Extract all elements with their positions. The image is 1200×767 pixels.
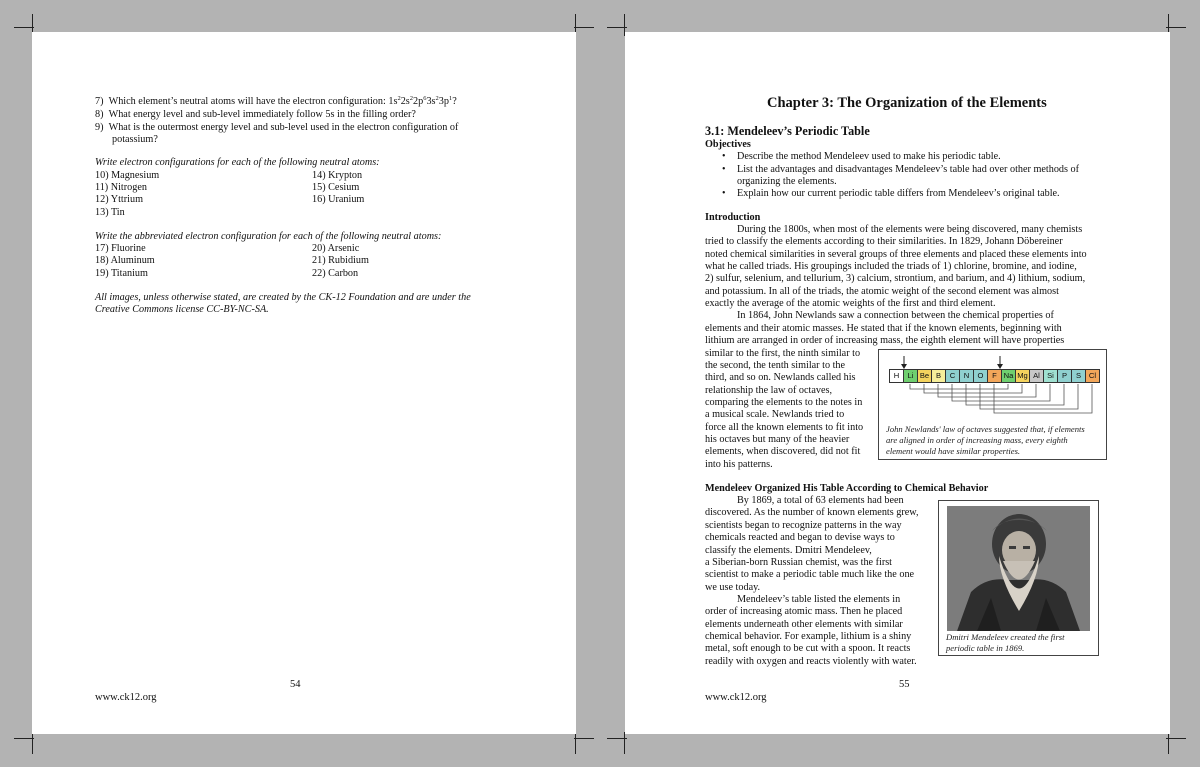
crop-mark	[574, 738, 594, 739]
octave-connector	[910, 384, 1008, 389]
list-item: organizing the elements.	[737, 176, 837, 187]
text-line: tried to classify the elements according to their similarities. In 1829, Johann Döbereiner	[705, 236, 1063, 247]
text-line: his octaves but many of the heavier	[705, 434, 850, 445]
newlands-octaves-figure	[878, 349, 1107, 460]
text-line: elements, when discovered, did not fit	[705, 446, 861, 457]
list-item: Explain how our current periodic table differs from Mendeleev’s original table.	[737, 188, 1060, 199]
license-note: Creative Commons license CC-BY-NC-SA.	[95, 304, 269, 315]
text-line: what he called triads. His groupings included the triads of 1) chlorine, bromine, and iodine,	[705, 261, 1077, 272]
mendeleev-portrait-image	[947, 506, 1090, 631]
text-line: exactly the average of the atomic weights of the first and third element.	[705, 298, 996, 309]
text-line: force all the known elements to fit into	[705, 422, 864, 433]
text-line: By 1869, a total of 63 elements had been	[737, 495, 904, 506]
chapter-title: Chapter 3: The Organization of the Elements	[767, 95, 1047, 111]
text-line: chemical behavior. For example, lithium is a shiny	[705, 631, 912, 642]
license-note: All images, unless otherwise stated, are created by the CK-12 Foundation and are under the	[95, 292, 471, 303]
octave-connector	[966, 384, 1064, 405]
config-superscript: 1	[448, 95, 453, 102]
element-cell: Be	[917, 369, 932, 383]
objectives-heading: Objectives	[705, 139, 751, 150]
element-cell: F	[987, 369, 1002, 383]
crop-mark	[32, 732, 33, 754]
section-title: 3.1: Mendeleev’s Periodic Table	[705, 124, 870, 138]
list-item: 16) Uranium	[312, 194, 365, 205]
footer-url: www.ck12.org	[95, 692, 157, 703]
electron-configuration	[388, 96, 452, 107]
list-item: 15) Cesium	[312, 182, 360, 193]
config-term: 3s	[426, 96, 436, 107]
text-line: comparing the elements to the notes in	[705, 397, 863, 408]
crop-mark	[575, 732, 576, 754]
element-cell: Mg	[1015, 369, 1030, 383]
text-line: noted chemical similarities in several groups of three elements and placed these elements into	[705, 249, 1087, 260]
octave-connector	[952, 384, 1050, 401]
page-number: 55	[899, 679, 910, 690]
text-line: metal, soft enough to be cut with a spoon. It reacts	[705, 643, 911, 654]
text-line: elements underneath other elements with similar	[705, 619, 903, 630]
octave-connector	[924, 384, 1022, 393]
element-cell: Li	[903, 369, 918, 383]
config-superscript: 6	[423, 95, 427, 102]
element-cell: O	[973, 369, 988, 383]
text-line: elements and their atomic masses. He stated that if the known elements, beginning with	[705, 323, 1062, 334]
text-line: lithium are arranged in order of increasing mass, the eighth element will have properties	[705, 335, 1065, 346]
config-term: 3p	[438, 96, 449, 107]
crop-mark	[624, 732, 625, 754]
figure-caption: are aligned in order of increasing mass, every eighth	[886, 435, 1068, 445]
config-term: 1s	[388, 96, 398, 107]
text-line: scientist to make a periodic table much like the one	[705, 569, 915, 580]
figure-caption: periodic table in 1869.	[946, 643, 1025, 653]
section-instruction: Write electron configurations for each of the following neutral atoms:	[95, 157, 380, 168]
config-superscript: 2	[435, 95, 439, 102]
octave-element-row	[889, 369, 1099, 383]
bullet-icon: •	[722, 164, 726, 175]
list-item: 12) Yttrium	[95, 194, 144, 205]
bullet-icon: •	[722, 151, 726, 162]
crop-mark	[14, 27, 34, 28]
text-line: chemicals reacted and began to devise ways to	[705, 532, 895, 543]
question-9: 9) What is the outermost energy level and sub-level used in the electron configuration of	[95, 122, 459, 133]
figure-caption: element would have similar properties.	[886, 446, 1021, 456]
intro-heading: Introduction	[705, 212, 761, 223]
text-line: Mendeleev’s table listed the elements in	[737, 594, 901, 605]
crop-mark	[574, 27, 594, 28]
mendeleev-photo-figure	[938, 500, 1099, 656]
config-superscript: 2	[409, 95, 413, 102]
text-line: During the 1800s, when most of the elements were being discovered, many chemists	[737, 224, 1083, 235]
text-line: 2) sulfur, selenium, and tellurium, 3) calcium, strontium, and barium, and 4) lithium, sodium,	[705, 273, 1086, 284]
crop-mark	[1166, 738, 1186, 739]
text-line: discovered. As the number of known elements grew,	[705, 507, 919, 518]
list-item: 18) Aluminum	[95, 255, 155, 266]
text-line: we use today.	[705, 582, 761, 593]
text-line: order of increasing atomic mass. Then he placed	[705, 606, 903, 617]
element-cell: C	[945, 369, 960, 383]
list-item: 11) Nitrogen	[95, 182, 147, 193]
list-item: Describe the method Mendeleev used to make his periodic table.	[737, 151, 1001, 162]
element-cell: Si	[1043, 369, 1058, 383]
mendeleev-heading: Mendeleev Organized His Table According to Chemical Behavior	[705, 483, 989, 494]
list-item: List the advantages and disadvantages Mendeleev’s table had over other methods of	[737, 164, 1080, 175]
list-item: 21) Rubidium	[312, 255, 369, 266]
element-cell: N	[959, 369, 974, 383]
list-item: 22) Carbon	[312, 268, 359, 279]
text-line: the second, the tenth similar to the	[705, 360, 846, 371]
config-superscript: 2	[397, 95, 401, 102]
text-line: into his patterns.	[705, 459, 773, 470]
list-item: 13) Tin	[95, 207, 125, 218]
octave-connector	[938, 384, 1036, 397]
question-7: 7) Which element’s neutral atoms will have the electron configuration: $1s^22s^22p^63s^23p^1$?	[95, 95, 457, 107]
text-line: a Siberian-born Russian chemist, was the first	[705, 557, 893, 568]
element-cell: Cl	[1085, 369, 1100, 383]
question-9-cont: potassium?	[112, 134, 158, 145]
list-item: 14) Krypton	[312, 170, 363, 181]
figure-caption: Dmitri Mendeleev created the first	[946, 632, 1065, 642]
crop-mark	[1168, 732, 1169, 754]
element-cell: B	[931, 369, 946, 383]
text-line: relationship the law of octaves,	[705, 385, 833, 396]
element-cell: Na	[1001, 369, 1016, 383]
page-number: 54	[290, 679, 301, 690]
element-cell: Al	[1029, 369, 1044, 383]
element-cell: P	[1057, 369, 1072, 383]
section-instruction: Write the abbreviated electron configuration for each of the following neutral atoms:	[95, 231, 442, 242]
element-cell: H	[889, 369, 904, 383]
text-line: third, and so on. Newlands called his	[705, 372, 856, 383]
text-line: In 1864, John Newlands saw a connection between the chemical properties of	[737, 310, 1054, 321]
element-cell: S	[1071, 369, 1086, 383]
text-line: readily with oxygen and reacts violently with water.	[705, 656, 917, 667]
bullet-icon: •	[722, 188, 726, 199]
text-line: scientists began to recognize patterns in the way	[705, 520, 902, 531]
text-line: similar to the first, the ninth similar to	[705, 348, 861, 359]
text-line: a musical scale. Newlands tried to	[705, 409, 845, 420]
text-line: and potassium. In all of the triads, the atomic weight of the second element was almost	[705, 286, 1059, 297]
list-item: 10) Magnesium	[95, 170, 160, 181]
question-8: 8) What energy level and sub-level immediately follow 5s in the filling order?	[95, 109, 416, 120]
list-item: 20) Arsenic	[312, 243, 360, 254]
crop-mark	[14, 738, 34, 739]
config-term: 2p	[413, 96, 424, 107]
figure-caption: John Newlands' law of octaves suggested that, if elements	[886, 424, 1085, 434]
list-item: 19) Titanium	[95, 268, 148, 279]
text-line: classify the elements. Dmitri Mendeleev,	[705, 545, 872, 556]
config-term: 2s	[400, 96, 410, 107]
list-item: 17) Fluorine	[95, 243, 146, 254]
footer-url: www.ck12.org	[705, 692, 767, 703]
crop-mark	[1166, 27, 1186, 28]
